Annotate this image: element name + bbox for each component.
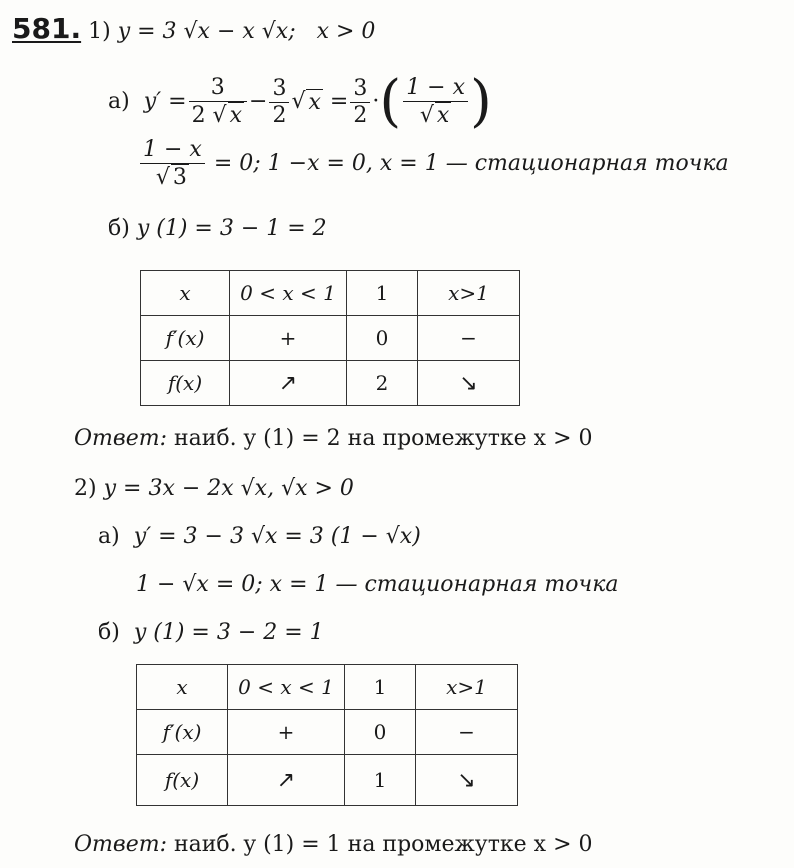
increasing-arrow-icon: ↗ <box>228 755 345 806</box>
part1-derivative: а) y′ = $\frac{3}{2 √ x}$ − $\frac{3}{2}$ √ x = $\frac{3}{2}$ · ( $\frac{1 - x}{√ x}$ ) <box>108 69 492 134</box>
part2-answer: Ответ: наиб. y (1) = 1 на промежутке x > 0 <box>74 832 593 857</box>
table-cell: 1 <box>345 755 416 806</box>
table-cell: x>1 <box>418 271 520 316</box>
decreasing-arrow-icon: ↘ <box>418 361 520 406</box>
part1-answer: Ответ: наиб. y (1) = 2 на промежутке x > 0 <box>74 426 593 451</box>
fraction-3: $\frac{3}{2}$ <box>350 76 370 129</box>
part1-a-label: а) <box>108 89 130 114</box>
table-cell: 0 < x < 1 <box>228 665 345 710</box>
table-cell: x <box>141 271 230 316</box>
part1-function: y = 3 √x − x √x; <box>117 19 296 44</box>
table-cell: 1 <box>345 665 416 710</box>
problem-number: 581. <box>12 12 82 45</box>
part2-stationary: 1 − √x = 0; x = 1 — стационарная точка <box>136 572 619 597</box>
part1-equation <box>138 134 729 194</box>
part1-domain: x > 0 <box>316 19 376 44</box>
left-paren: ( <box>379 69 402 134</box>
table-cell: x <box>137 665 228 710</box>
part2-derivative: а) y′ = 3 − 3 √x = 3 (1 − √x) <box>98 524 421 549</box>
table-cell: f′(x) <box>141 316 230 361</box>
table-cell: 1 <box>347 271 418 316</box>
right-paren: ) <box>470 69 492 134</box>
table-cell: f(x) <box>137 755 228 806</box>
table-cell: − <box>416 710 518 755</box>
minus-sign: − <box>249 89 268 114</box>
problem-header <box>12 12 376 45</box>
fraction-4: $\frac{1 - x}{√ x}$ <box>403 75 468 129</box>
table-cell: 0 <box>345 710 416 755</box>
part2-function: y = 3x − 2x √x, √x > 0 <box>103 476 354 501</box>
derivative-lhs: y′ = <box>143 89 187 114</box>
table-cell: + <box>228 710 345 755</box>
fraction-1: $\frac{3}{2 √ x}$ <box>189 75 247 129</box>
table-cell: 0 <box>347 316 418 361</box>
part2-header: 2) y = 3x − 2x √x, √x > 0 <box>74 476 354 501</box>
part2-b: б) y (1) = 3 − 2 = 1 <box>98 620 324 645</box>
table-cell: x>1 <box>416 665 518 710</box>
increasing-arrow-icon: ↗ <box>230 361 347 406</box>
table-cell: + <box>230 316 347 361</box>
radical-2: x <box>308 89 321 115</box>
decreasing-arrow-icon: ↘ <box>416 755 518 806</box>
table-cell: f′(x) <box>137 710 228 755</box>
table-cell: 2 <box>347 361 418 406</box>
part1-b: б) y (1) = 3 − 1 = 2 <box>108 216 327 241</box>
table-cell: − <box>418 316 520 361</box>
sign-table-2 <box>136 664 518 806</box>
part1-label: 1) <box>88 19 111 44</box>
fraction-2: $\frac{3}{2}$ <box>269 76 289 129</box>
fraction-eq: $\frac{1 - x}{√ 3}$ <box>140 137 205 191</box>
table-cell: 0 < x < 1 <box>230 271 347 316</box>
equation-rest: = 0; 1 −x = 0, x = 1 — стационарная точка <box>213 151 729 176</box>
sign-table-1 <box>140 270 520 406</box>
table-cell: f(x) <box>141 361 230 406</box>
